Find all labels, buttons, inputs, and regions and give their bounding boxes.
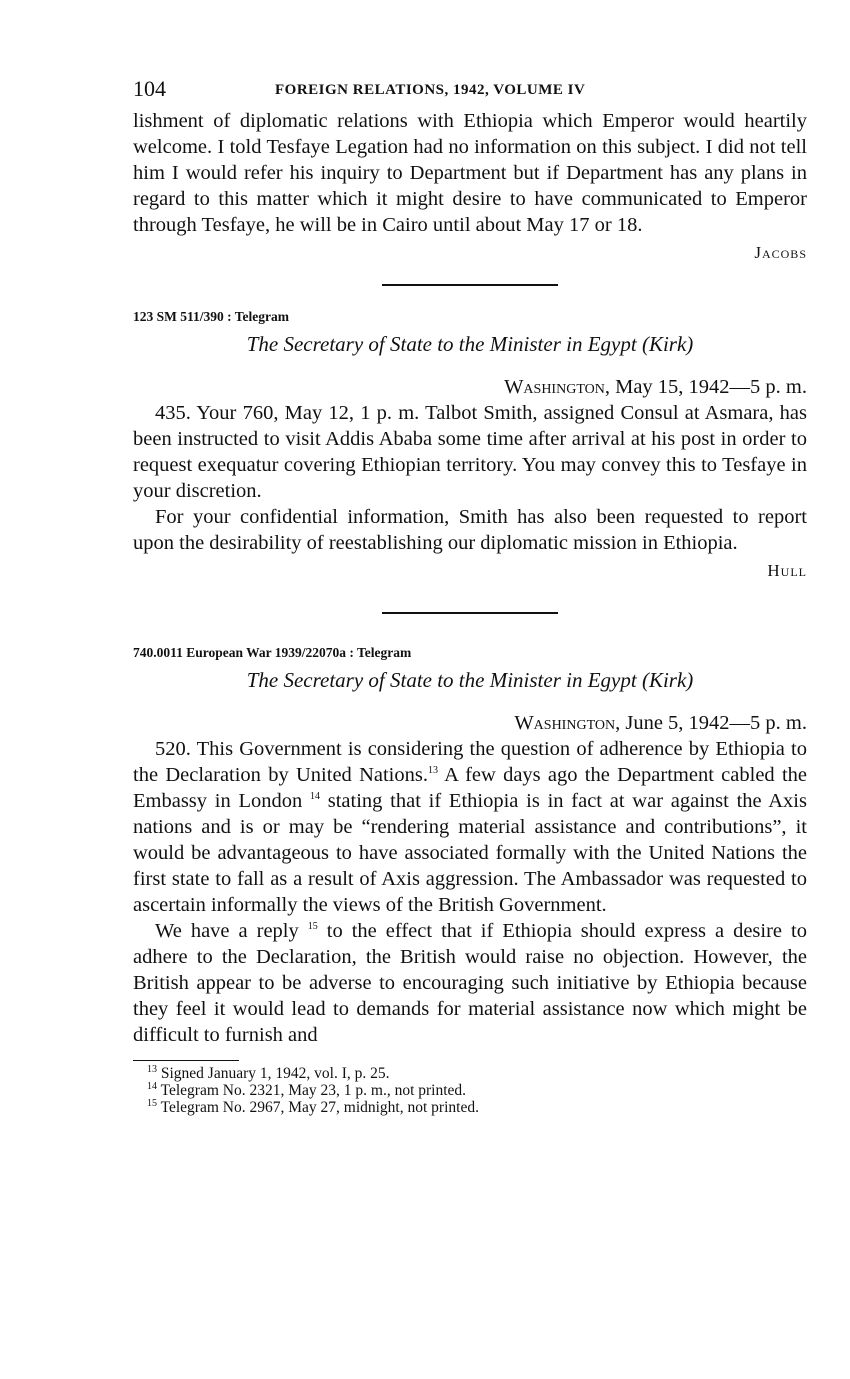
text-run: to the effect that if Ethiopia should express a desire to adhere to the Declaration, the British would raise no objection. However, the British appear to be adverse to encouraging such initiative by Ethiopia because they feel it would lead to demands for material assistance now which might be difficult to furnish and (133, 920, 807, 1046)
section-divider (382, 612, 558, 614)
dateline-date: , May 15, 1942—5 p. m. (604, 376, 807, 398)
document-heading: The Secretary of State to the Minister in Egypt (Kirk) (246, 332, 694, 356)
dateline-date: , June 5, 1942—5 p. m. (615, 712, 807, 734)
running-head (133, 72, 807, 108)
file-number: 123 SM 511/390 : Telegram (133, 309, 289, 324)
footnote-number: 14 (147, 1080, 157, 1092)
dateline (133, 710, 807, 736)
footnote-rule (133, 1060, 239, 1061)
footnote (147, 1065, 807, 1082)
section-divider (382, 284, 558, 286)
page-number: 104 (133, 76, 166, 101)
document-telegram-435 (133, 308, 807, 584)
text-run: A few days ago the Department cabled the Embassy in London (133, 764, 807, 812)
paragraph (133, 736, 807, 918)
running-title: FOREIGN RELATIONS, 1942, VOLUME IV (275, 82, 586, 98)
signature: Jacobs (754, 243, 807, 262)
document-page (133, 72, 807, 1116)
footnote-number: 13 (147, 1063, 157, 1075)
paragraph: 435. Your 760, May 12, 1 p. m. Talbot Smith, assigned Consul at Asmara, has been instructed to visit Addis Ababa some time after arrival at his post in order to request exequatur covering Ethiopian territory. You may convey this to Tesfaye in your discretion. (133, 402, 807, 502)
document-heading: The Secretary of State to the Minister in Egypt (Kirk) (246, 668, 694, 692)
dateline (133, 374, 807, 400)
dateline-place: Washington (514, 712, 616, 734)
dateline-place: Washington (504, 376, 605, 398)
footnote-ref: 13 (427, 765, 438, 777)
document-jacobs (133, 108, 807, 266)
document-telegram-520 (133, 644, 807, 1048)
footnote-ref: 14 (310, 791, 320, 803)
footnote-number: 15 (147, 1097, 157, 1109)
footnote-ref: 15 (307, 921, 318, 933)
paragraph: lishment of diplomatic relations with Ethiopia which Emperor would heartily welcome. I told Tesfaye Legation had no information on this subject. I did not tell him I would refer his inquiry to Department but if Department has any plans in regard to this matter which it might desire to have communicated to Emperor through Tesfaye, he will be in Cairo until about May 17 or 18. (133, 110, 807, 236)
text-run: 520. This Government is considering the question of adherence by Ethiopia to the Declaration by United Nations. (133, 738, 807, 786)
file-number: 740.0011 European War 1939/22070a : Telegram (133, 645, 412, 660)
footnote-text: Telegram No. 2321, May 23, 1 p. m., not printed. (160, 1082, 467, 1099)
signature: Hull (767, 561, 807, 580)
paragraph (133, 918, 807, 1048)
footnote-text: Telegram No. 2967, May 27, midnight, not printed. (160, 1099, 479, 1116)
paragraph: For your confidential information, Smith has also been requested to report upon the desirability of reestablishing our diplomatic mission in Ethiopia. (133, 506, 807, 554)
footnote (147, 1082, 807, 1099)
footnotes (133, 1065, 807, 1116)
text-run: We have a reply (155, 920, 308, 942)
footnote-text: Signed January 1, 1942, vol. I, p. 25. (160, 1065, 390, 1082)
footnote (147, 1099, 807, 1116)
text-run: stating that if Ethiopia is in fact at war against the Axis nations and is or may be “rendering material assistance and contributions”, it would be advantageous to have associated formally with the United Nations the first state to fall as a result of Axis aggression. The Ambassador was requested to ascertain informally the views of the British Government. (133, 790, 807, 916)
